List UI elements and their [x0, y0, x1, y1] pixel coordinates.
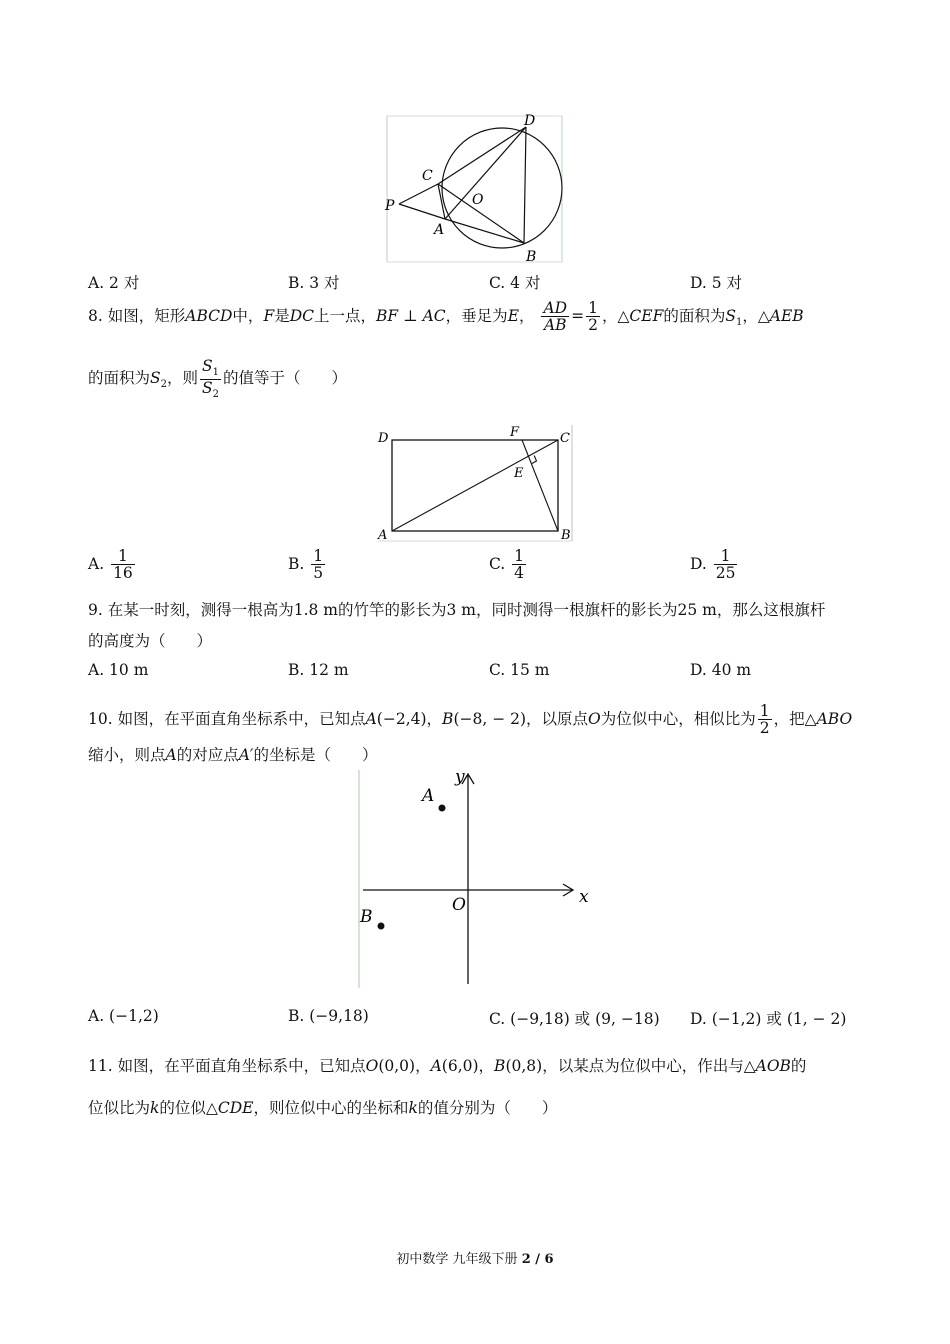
q7-option-c[interactable]: C. 4 对 — [489, 274, 541, 292]
q7-label-d: D — [524, 113, 536, 129]
q8-label-c: C — [560, 431, 570, 446]
footer-subject: 初中数学 九年级下册 — [396, 1252, 518, 1267]
q8-option-b[interactable]: B. $\frac{1}{5}$ — [288, 547, 324, 583]
q8-label-e: E — [514, 466, 524, 481]
q8-s1-over-s2: $\frac{S_1}{S_2}$ — [202, 357, 220, 400]
q8-ratio-ad-ab: $\frac{AD}{AB}$ — [543, 299, 568, 335]
q7-option-b[interactable]: B. 3 对 — [288, 274, 340, 292]
q9-option-d[interactable]: D. 40 m — [690, 661, 752, 679]
q10-label-a: A — [422, 786, 435, 806]
q10-option-b[interactable]: B. (−9,18) — [288, 1007, 369, 1025]
q8-rectangle-figure — [374, 423, 579, 543]
q7-label-c: C — [422, 168, 433, 184]
q9-option-a[interactable]: A. 10 m — [88, 661, 149, 679]
q9-stem-line-1: 9. 在某一时刻，测得一根高为1.8 m的竹竿的影长为3 m，同时测得一根旗杆的影长为25 m，那么这根旗杆 — [88, 601, 826, 619]
q10-option-c[interactable]: C. (−9,18) 或 (9, −18) — [489, 1010, 660, 1028]
q8-label-f: F — [510, 425, 520, 440]
q8-label-d: D — [378, 431, 389, 446]
q9-stem-line-2: 的高度为（ ） — [88, 632, 213, 650]
q10-label-o: O — [452, 895, 466, 915]
q8-label-a: A — [378, 528, 388, 543]
q9-option-c[interactable]: C. 15 m — [489, 661, 550, 679]
q8-label-b: B — [561, 528, 571, 543]
q8-stem-line-2: 的面积为$S_2$，则 $\frac{S_1}{S_2}$ 的值等于（ ） — [88, 357, 348, 400]
footer-page-number: 2 / 6 — [521, 1252, 554, 1267]
q10-coordinate-figure — [355, 768, 595, 990]
q7-label-p: P — [385, 198, 395, 214]
q7-label-b: B — [526, 249, 537, 265]
q10-stem-line-2: 缩小，则点A的对应点A′的坐标是（ ） — [88, 746, 378, 764]
q8-stem-line-1: 8. 如图，矩形ABCD中，F是DC上一点，BF ⊥ AC，垂足为E， $\frac{AD}{AB}$ = $\frac{1}{2}$ ，△CEF的面积为$S_1$，△AEB — [88, 299, 804, 335]
q8-number: 8. — [88, 306, 103, 325]
q8-option-a[interactable]: A. $\frac{1}{16}$ — [88, 547, 133, 583]
q9-option-b[interactable]: B. 12 m — [288, 661, 349, 679]
q7-option-d[interactable]: D. 5 对 — [690, 274, 743, 292]
q8-ratio-half: $\frac{1}{2}$ — [588, 299, 598, 335]
q7-option-a[interactable]: A. 2 对 — [88, 274, 140, 292]
q10-ratio: $\frac{1}{2}$ — [759, 702, 770, 738]
q7-circle-figure — [384, 112, 566, 267]
q7-label-a: A — [434, 222, 445, 238]
q7-label-o: O — [472, 192, 484, 208]
q8-option-c[interactable]: C. $\frac{1}{4}$ — [489, 547, 525, 583]
q11-stem-line-2: 位似比为k的位似△CDE，则位似中心的坐标和k的值分别为（ ） — [88, 1099, 558, 1117]
q10-option-d[interactable]: D. (−1,2) 或 (1, − 2) — [690, 1010, 847, 1028]
q8-option-d[interactable]: D. $\frac{1}{25}$ — [690, 547, 736, 583]
q10-option-a[interactable]: A. (−1,2) — [88, 1007, 159, 1025]
q10-stem-line-1: 10. 如图，在平面直角坐标系中，已知点A(−2,4)，B(−8, − 2)，以原点O为位似中心，相似比为 $\frac{1}{2}$ ，把△ABO — [88, 702, 853, 738]
q10-label-b: B — [360, 907, 373, 927]
page-footer — [0, 1248, 950, 1267]
q10-label-x: x — [579, 887, 589, 907]
q11-stem-line-1: 11. 如图，在平面直角坐标系中，已知点O(0,0)，A(6,0)，B(0,8)，以某点为位似中心，作出与△AOB的 — [88, 1057, 807, 1075]
q10-label-y: y — [455, 768, 465, 787]
